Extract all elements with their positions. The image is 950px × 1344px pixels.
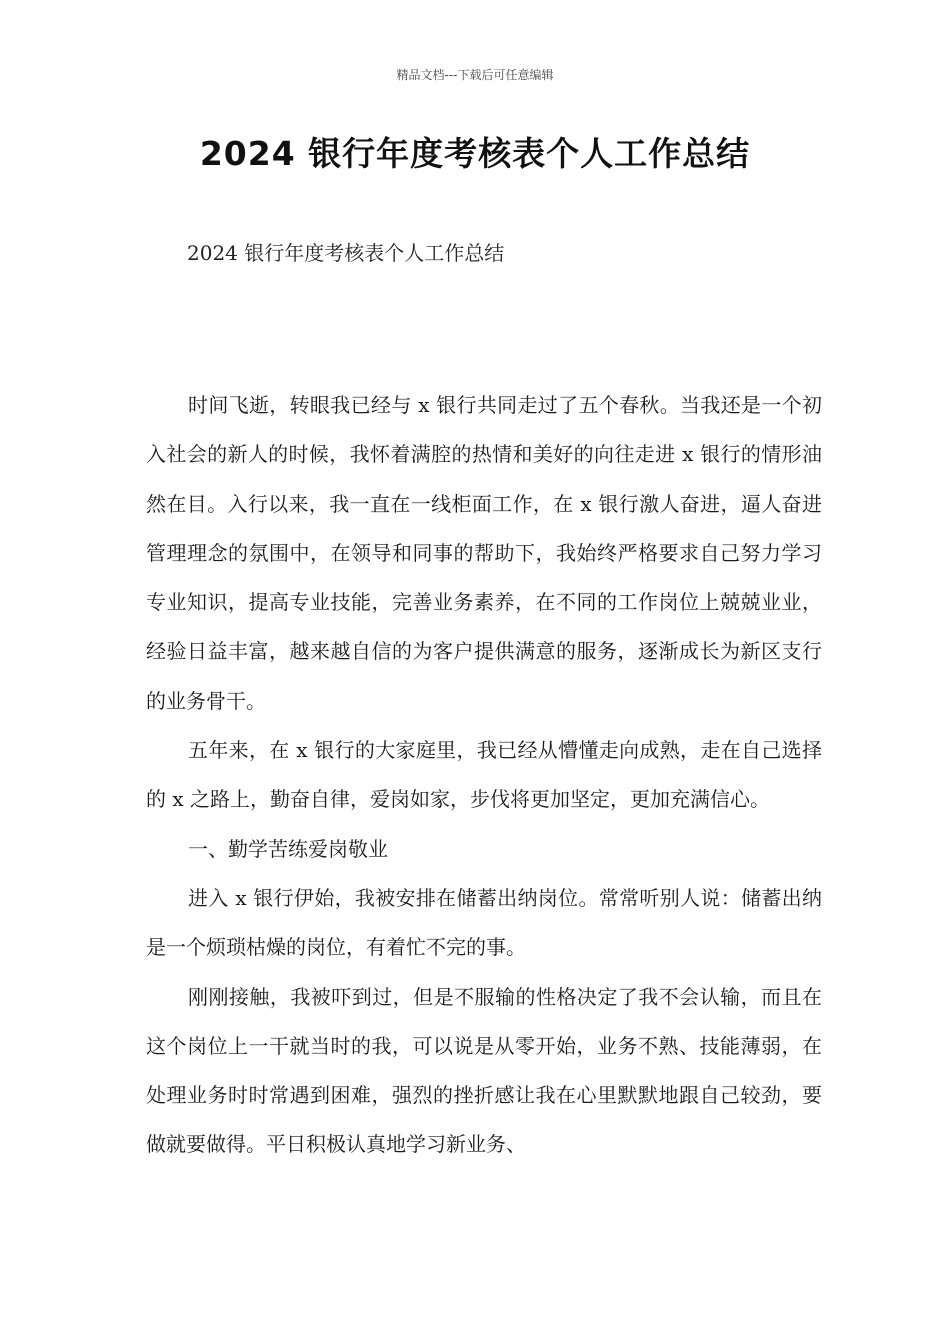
header-note: 精品文档---下载后可任意编辑 (396, 68, 554, 82)
document-subtitle: 2024 银行年度考核表个人工作总结 (187, 241, 505, 265)
section-heading: 一、勤学苦练爱岗敬业 (188, 836, 388, 861)
paragraph-five-years: 五年来，在 x 银行的大家庭里，我已经从懵懂走向成熟，走在自己选择的 x 之路上，勤奋自律，爱岗如家，步伐将更加坚定，更加充满信心。 (146, 738, 822, 812)
body-text (146, 381, 822, 1170)
paragraph-start: 进入 x 银行伊始，我被安排在储蓄出纳岗位。常常听别人说：储蓄出纳是一个烦琐枯燥的岗位，有着忙不完的事。 (146, 885, 822, 960)
paragraph-first-contact: 刚刚接触，我被吓到过，但是不服输的性格决定了我不会认输，而且在这个岗位上一干就当时的我，可以说是从零开始，业务不熟、技能薄弱，在处理业务时时常遇到困难，强烈的挫折感让我在心里默默地跟自己较劲，要做就要做得。平日积极认真地学习新业务、 (146, 984, 822, 1157)
document-title: 2024 银行年度考核表个人工作总结 (199, 134, 751, 173)
paragraph-intro: 时间飞逝，转眼我已经与 x 银行共同走过了五个春秋。当我还是一个初入社会的新人的时候，我怀着满腔的热情和美好的向往走进 x 银行的情形油然在目。入行以来，我一直在一线柜面工作，在 x 银行激人奋进，逼人奋进管理理念的氛围中，在领导和同事的帮助下，我始终严格要求自己努力学习专业知识，提高专业技能，完善业务素养，在不同的工作岗位上兢兢业业，经验日益丰富，越来越自信的为客户提供满意的服务，逐渐成长为新区支行的业务骨干。 (146, 393, 822, 713)
